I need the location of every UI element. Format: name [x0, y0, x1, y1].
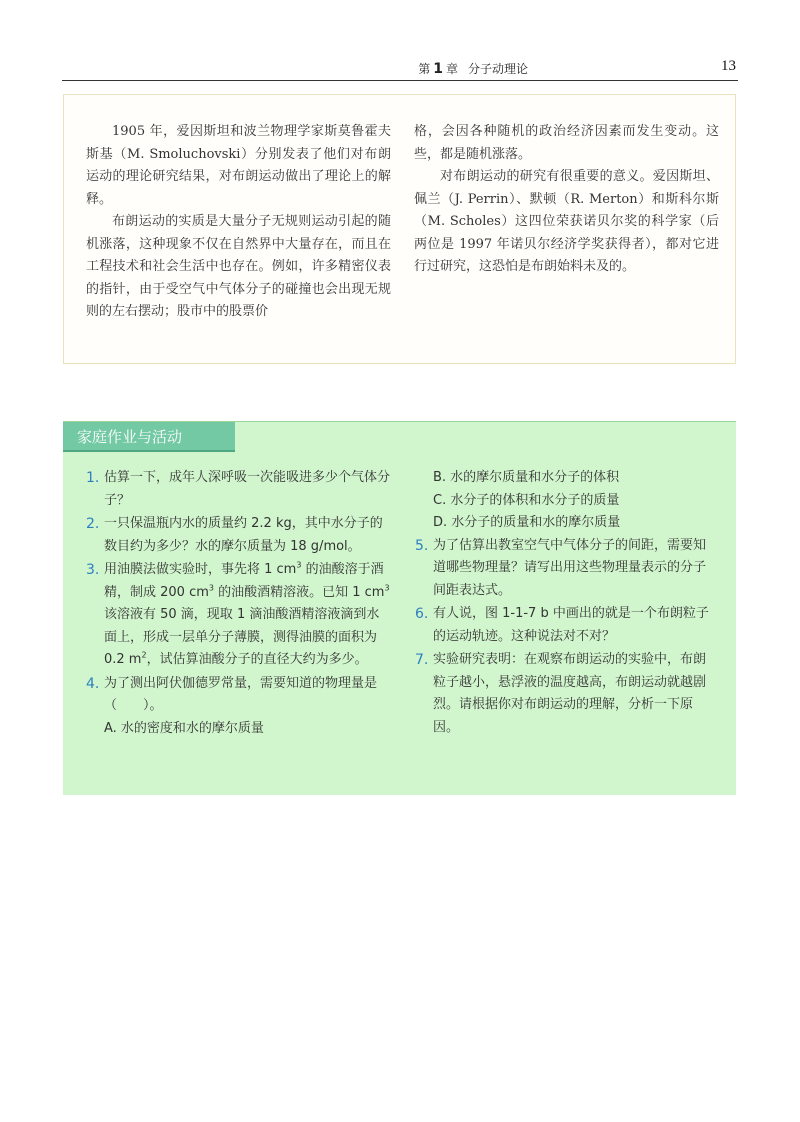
question-5 — [415, 535, 715, 603]
question-text: 实验研究表明：在观察布朗运动的实验中，布朗粒子越小，悬浮液的温度越高，布朗运动就越剧烈。请根据你对布朗运动的理解，分析一下原因。 — [433, 652, 707, 735]
reading-box — [63, 94, 736, 364]
question-2 — [86, 513, 391, 558]
option-c: C. 水分子的体积和水分子的质量 — [433, 492, 620, 508]
page-header — [62, 58, 738, 81]
q3-text-part: 该溶液有 50 滴，现取 1 滴油酸酒精溶液滴到水面上，形成一层单分子薄膜，测得油膜的面积为 0.2 m — [104, 607, 380, 667]
question-text: 为了测出阿伏伽德罗常量，需要知道的物理量是（ ）。 — [104, 675, 378, 713]
q3-text-part: 的油酸溶于酒精，制成 200 cm — [104, 562, 384, 600]
chapter-suffix: 章 — [445, 62, 458, 76]
homework-column-right — [415, 467, 715, 740]
question-text: 有人说，图 1-1-7 b 中画出的就是一个布朗粒子的运动轨迹。这种说法对不对？ — [433, 606, 709, 644]
question-6 — [415, 603, 715, 648]
reading-column-right — [414, 121, 719, 279]
page-number: 13 — [721, 58, 736, 74]
reading-paragraph: 1905 年，爱因斯坦和波兰物理学家斯莫鲁霍夫斯基（M. Smoluchovski）分别发表了他们对布朗运动的理论研究结果，对布朗运动做出了理论上的解释。 — [86, 124, 391, 207]
question-7 — [415, 649, 715, 739]
reading-paragraph: 布朗运动的实质是大量分子无规则运动引起的随机涨落，这种现象不仅在自然界中大量存在，而且在工程技术和社会生活中也存在。例如，许多精密仪表的指针，由于受空气中气体分子的碰撞也会出现无规则的左右摆动；股市中的股票价 — [86, 214, 391, 319]
superscript: 2 — [141, 650, 147, 660]
question-number: 6. — [415, 606, 429, 622]
question-3 — [86, 559, 391, 672]
question-number: 3. — [86, 562, 100, 578]
q3-text-part: 的油酸酒精溶液。已知 1 cm — [213, 584, 385, 600]
question-number: 2. — [86, 516, 100, 532]
question-text: 一只保温瓶内水的质量约 2.2 kg，其中水分子的数目约为多少？水的摩尔质量为 18 g/mol。 — [104, 516, 383, 554]
reading-paragraph: 格，会因各种随机的政治经济因素而发生变动。这些，都是随机涨落。 — [414, 124, 719, 162]
chapter-number: 1 — [433, 61, 443, 77]
question-4 — [86, 673, 391, 741]
homework-section — [63, 421, 736, 795]
chapter-heading — [418, 60, 528, 77]
q3-text-part: ，试估算油酸分子的直径大约为多少。 — [146, 652, 368, 667]
homework-column-left — [86, 467, 391, 741]
question-number: 4. — [86, 675, 100, 692]
reading-paragraph: 对布朗运动的研究有很重要的意义。爱因斯坦、佩兰（J. Perrin）、默顿（R. Merton）和斯科尔斯（M. Scholes）这四位荣获诺贝尔奖的科学家（后两位是 1997 年诺贝尔经济学奖获得者），都对它进行过研究，这恐怕是布朗始料未及的。 — [414, 169, 719, 274]
superscript: 3 — [384, 583, 390, 593]
option-a: A. 水的密度和水的摩尔质量 — [104, 720, 264, 736]
chapter-prefix: 第 — [418, 62, 431, 76]
q3-text-part: 用油膜法做实验时，事先将 1 cm — [104, 562, 297, 577]
option-b: B. 水的摩尔质量和水分子的体积 — [433, 470, 620, 485]
question-number: 1. — [86, 470, 100, 486]
superscript: 3 — [208, 583, 214, 593]
question-number: 5. — [415, 537, 429, 554]
option-d: D. 水分子的质量和水的摩尔质量 — [433, 515, 621, 530]
superscript: 3 — [296, 560, 302, 570]
homework-title: 家庭作业与活动 — [63, 422, 235, 452]
question-text: 估算一下，成年人深呼吸一次能吸进多少个气体分子？ — [104, 470, 391, 508]
question-text — [104, 559, 391, 672]
question-number: 7. — [415, 652, 429, 668]
chapter-title: 分子动理论 — [467, 62, 528, 76]
question-text: 为了估算出教室空气中气体分子的间距，需要知道哪些物理量？请写出用这些物理量表示的分子间距表达式。 — [433, 537, 707, 598]
question-1 — [86, 467, 391, 512]
reading-column-left — [86, 121, 391, 324]
